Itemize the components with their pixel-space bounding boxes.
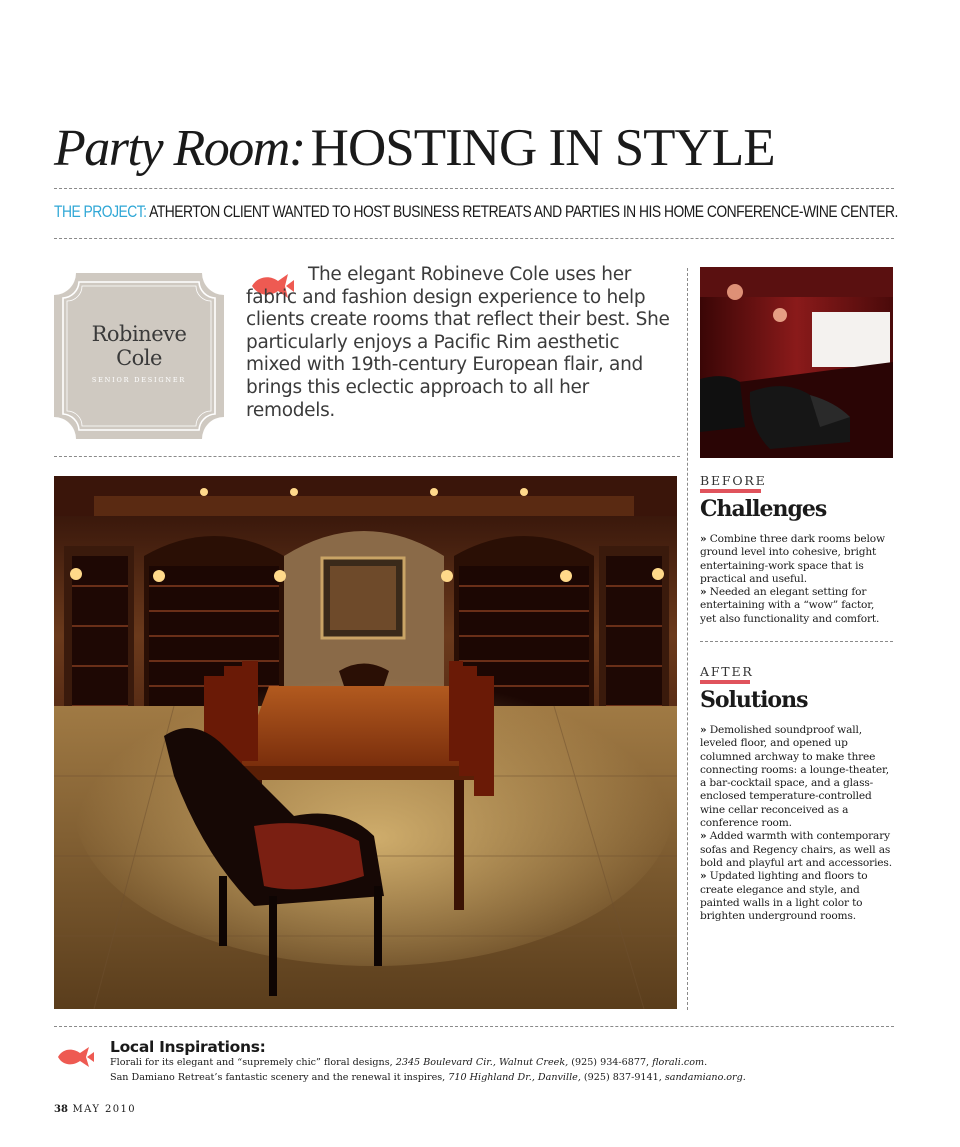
chevron-icon: » [700, 870, 707, 883]
theater-photo [700, 267, 893, 458]
issue-date: MAY 2010 [72, 1104, 137, 1115]
list-item: » Combine three dark rooms below ground level into cohesive, bright entertaining-work space that is practical and useful. [700, 533, 885, 585]
sandamiano-link[interactable]: sandamiano.org. [664, 1072, 746, 1083]
designer-bio [246, 264, 678, 422]
before-accent-bar [700, 489, 761, 493]
page-folio [54, 1104, 136, 1115]
solutions-heading: Solutions [700, 687, 808, 713]
designer-name-line2: Cole [116, 346, 162, 370]
project-label: THE PROJECT: [54, 203, 147, 221]
designer-name-line1: Robineve [91, 322, 187, 346]
project-summary [54, 203, 898, 222]
divider [700, 641, 893, 642]
local-inspirations-heading: Local Inspirations: [110, 1038, 266, 1056]
before-label: BEFORE [700, 473, 767, 488]
page-title [54, 118, 775, 178]
project-text: ATHERTON CLIENT WANTED TO HOST BUSINESS RETREATS AND PARTIES IN HIS HOME CONFERENCE-WINE CENTER. [149, 203, 898, 221]
column-divider [687, 268, 688, 1010]
list-item: » Needed an elegant setting for entertaining with a “wow” factor, yet also functionality and comfort. [700, 586, 880, 625]
challenges-heading: Challenges [700, 496, 827, 522]
after-label: AFTER [700, 664, 754, 679]
list-item: » Updated lighting and floors to create elegance and style, and painted walls in a light color to brighten underground rooms. [700, 870, 868, 923]
challenges-list [700, 533, 893, 626]
local-line-2: San Damiano Retreat’s fantastic scenery and the renewal it inspires, 710 Highland Dr., Danville, (925) 837-9141, sandamiano.org. [110, 1072, 746, 1083]
list-item: » Added warmth with contemporary sofas and Regency chairs, as well as bold and playful art and accessories. [700, 830, 892, 869]
designer-name [54, 322, 224, 370]
fish-icon [56, 1045, 96, 1069]
wine-cellar-photo [54, 476, 677, 1009]
title-italic: Party Room: [54, 120, 305, 177]
page-number: 38 [54, 1104, 68, 1115]
divider [54, 188, 894, 189]
designer-role: SENIOR DESIGNER [91, 376, 187, 384]
divider [54, 456, 680, 457]
bio-text: The elegant Robineve Cole uses her fabric and fashion design experience to help clients create rooms that reflect their best. She particularly enjoys a Pacific Rim aesthetic mixed with 19th-century European flair, and brings this eclectic approach to all her remodels. [246, 264, 670, 421]
list-item: » Demolished soundproof wall, leveled floor, and opened up columned archway to make three connecting rooms: a lounge-theater, a bar-cocktail space, and a glass-enclosed temperature-controlled wine cellar reconceived as a conference room. [700, 724, 889, 830]
chevron-icon: » [700, 724, 707, 736]
chevron-icon: » [700, 533, 707, 545]
divider [54, 238, 894, 239]
solutions-list [700, 724, 893, 923]
title-caps: HOSTING IN STYLE [310, 119, 775, 177]
divider [54, 1026, 894, 1027]
chevron-icon: » [700, 586, 707, 599]
florali-link[interactable]: florali.com. [652, 1057, 708, 1068]
chevron-icon: » [700, 830, 707, 843]
after-accent-bar [700, 680, 750, 684]
local-line-1: Florali for its elegant and “supremely chic” floral designs, 2345 Boulevard Cir., Walnut Creek, (925) 934-6877, florali.com. [110, 1057, 708, 1068]
